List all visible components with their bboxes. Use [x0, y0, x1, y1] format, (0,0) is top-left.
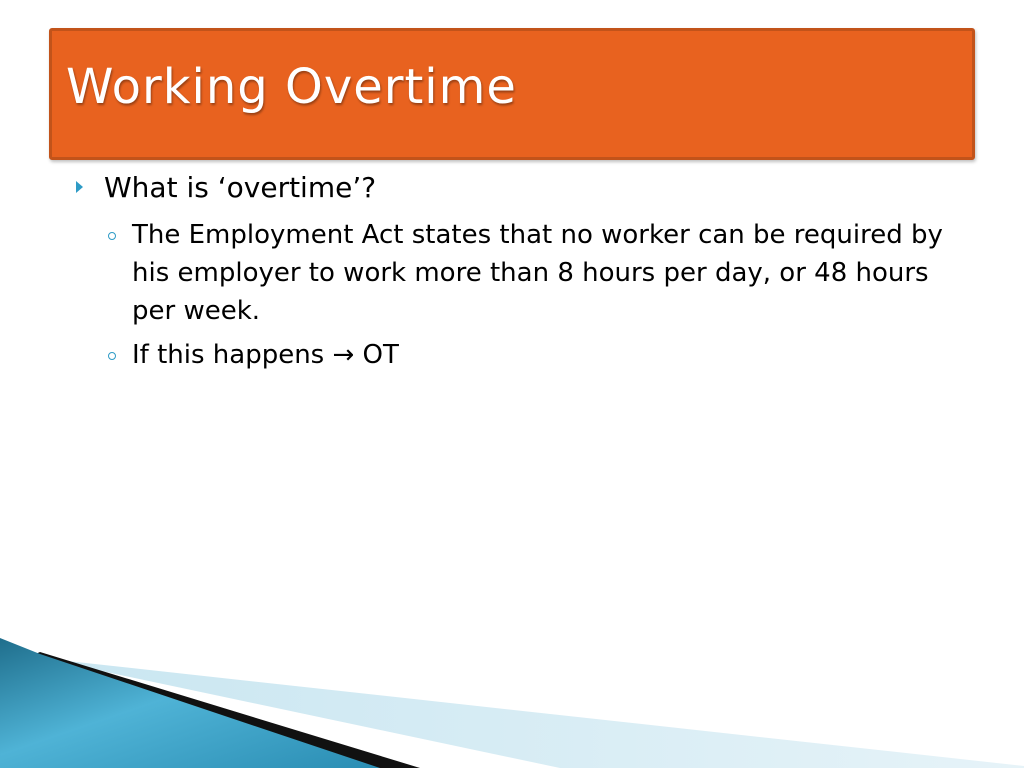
bullet-level1-text: What is ‘overtime’?: [104, 171, 377, 204]
bullet-level2-text: If this happens → OT: [132, 340, 399, 370]
bullet-level2: [104, 336, 972, 374]
ring-bullet-icon: [108, 352, 116, 360]
slide-content: [72, 168, 972, 374]
corner-decoration: [0, 638, 1024, 768]
bullet-level1: [72, 168, 972, 208]
slide-title: Working Overtime: [66, 59, 517, 115]
bullet-level2-text: The Employment Act states that no worker can be required by his employer to work more than 8 hours per day, or 48 hours per week.: [132, 220, 943, 326]
ring-bullet-icon: [108, 232, 116, 240]
title-bar: [49, 28, 975, 160]
triangle-arrow-icon: [76, 181, 83, 193]
bullet-level2: [104, 216, 972, 330]
